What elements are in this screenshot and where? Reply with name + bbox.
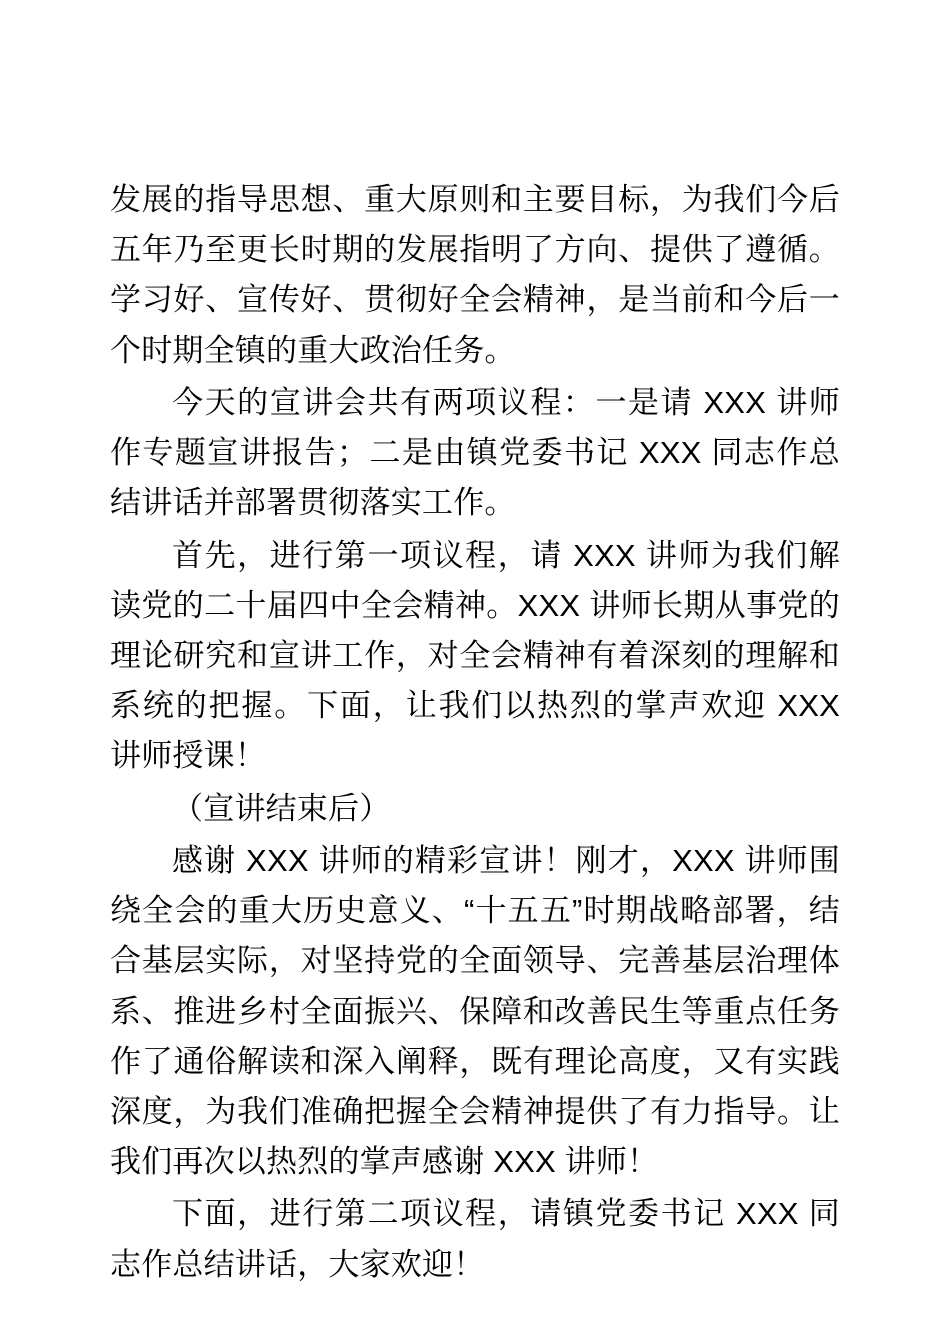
paragraph-4: （宣讲结束后） <box>172 790 391 826</box>
paragraph-6: 下面，进行第二项议程，请镇党委书记 XXX 同志作总结讲话，大家欢迎！ <box>110 1196 840 1282</box>
paragraph-3: 首先，进行第一项议程，请 XXX 讲师为我们解读党的二十届四中全会精神。XXX 讲师长期从事党的理论研究和宣讲工作，对全会精神有着深刻的理解和系统的把握。下面，让我们以热烈的掌声欢迎 XXX 讲师授课！ <box>110 537 840 774</box>
paragraph-5: 感谢 XXX 讲师的精彩宣讲！刚才，XXX 讲师围绕全会的重大历史意义、“十五五”时期战略部署，结合基层实际，对坚持党的全面领导、完善基层治理体系、推进乡村全面振兴、保障和改善民生等重点任务作了通俗解读和深入阐释，既有理论高度，又有实践深度，为我们准确把握全会精神提供了有力指导。让我们再次以热烈的掌声感谢 XXX 讲师！ <box>110 842 840 1180</box>
document-body <box>110 175 840 1290</box>
paragraph-1: 发展的指导思想、重大原则和主要目标，为我们今后五年乃至更长时期的发展指明了方向、提供了遵循。学习好、宣传好、贯彻好全会精神，是当前和今后一个时期全镇的重大政治任务。 <box>110 182 840 368</box>
paragraph-2: 今天的宣讲会共有两项议程：一是请 XXX 讲师作专题宣讲报告；二是由镇党委书记 XXX 同志作总结讲话并部署贯彻落实工作。 <box>110 384 840 521</box>
